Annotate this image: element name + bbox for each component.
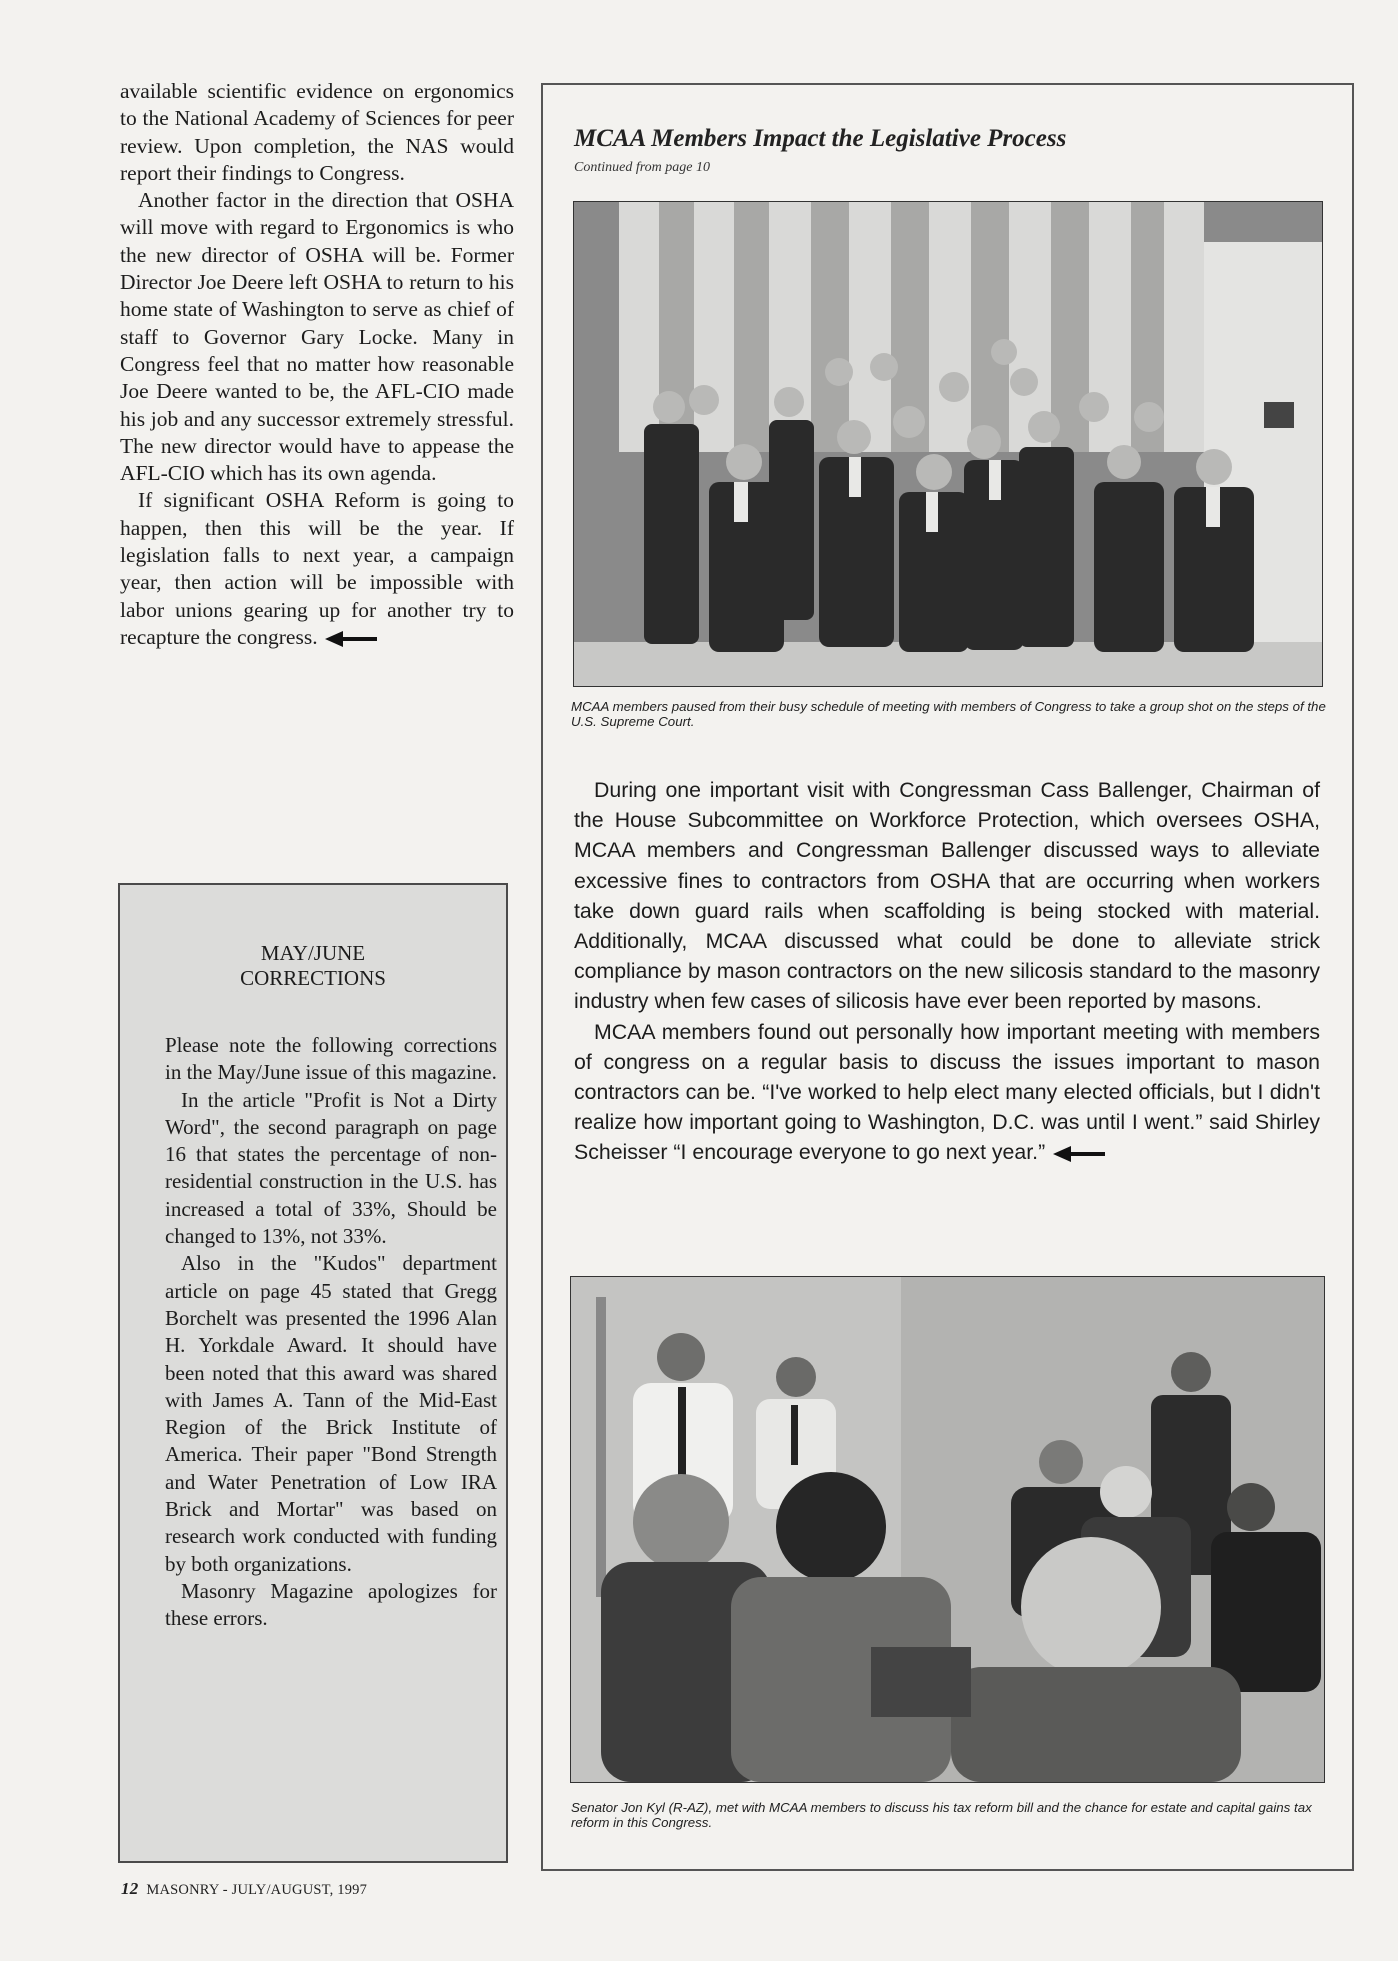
article-panel [541,83,1354,1871]
left-paragraph-3 [120,487,514,651]
corrections-title [120,941,506,991]
corrections-box [118,883,508,1863]
photo1-caption: MCAA members paused from their busy schedule of meeting with members of Congress to take a group shot on the steps of the U.S. Supreme Court. [571,699,1326,729]
article-paragraph-2 [574,1017,1320,1168]
photo2-caption: Senator Jon Kyl (R-AZ), met with MCAA members to discuss his tax reform bill and the chance for estate and capital gains tax reform in this Congress. [571,1800,1312,1830]
page-number: 12 [121,1879,139,1898]
continued-note: Continued from page 10 [574,160,710,175]
corrections-paragraph-2: In the article "Profit is Not a Dirty Word", the second paragraph on page 16 that states the percentage of non-residential construction in the U.S. has increased a total of 33%, Should be changed to 13%, not 33%. [165,1087,497,1249]
left-paragraph-2: Another factor in the direction that OSHA will move with regard to Ergonomics is who the new director of OSHA will be. Former Director Joe Deere left OSHA to return to his home state of Washington to serve as chief of staff to Governor Gary Locke. Many in Congress feel that no matter how reasonable Joe Deere wanted to be, the AFL-CIO made his job and any successor extremely stressful. The new director would have to appease the AFL-CIO which has its own agenda. [120,188,514,486]
article-body [574,775,1320,1168]
end-of-article-arrow-icon-2 [1051,1144,1107,1164]
article-title: MCAA Members Impact the Legislative Process [574,125,1067,152]
meeting-photo-senator [570,1276,1325,1783]
article-paragraph-2-text: MCAA members found out personally how important meeting with members of congress on a regular basis to discuss the issues important to mason contractors can be. “I've worked to help elect many elected officials, but I didn't realize how important going to Washington, D.C. was until I went.” said Shirley Scheisser “I encourage everyone to go next year.” [574,1019,1320,1165]
article-paragraph-1: During one important visit with Congressman Cass Ballenger, Chairman of the House Subcommittee on Workforce Protection, which oversees OSHA, MCAA members and Congressman Ballenger discussed ways to alleviate excessive fines to contractors from OSHA that are occurring when workers take down guard rails when scaffolding is being stocked with material. Additionally, MCAA discussed what could be done to alleviate strick compliance by mason contractors on the new silicosis standard to the masonry industry when few cases of silicosis have ever been reported by masons. [574,778,1320,1014]
corrections-body [165,1032,497,1633]
left-paragraph-3-text: If significant OSHA Reform is going to happen, then this will be the year. If legislation falls to next year, a campaign year, then action will be impossible with labor unions gearing up for another try to recapture the congress. [120,488,514,649]
left-column [120,78,514,651]
corrections-title-line2: CORRECTIONS [240,966,386,990]
end-of-article-arrow-icon [323,629,379,649]
page-footer [121,1879,367,1899]
footer-text: MASONRY - JULY/AUGUST, 1997 [146,1882,368,1898]
corrections-paragraph-4: Masonry Magazine apologizes for these errors. [165,1578,497,1631]
group-photo-supreme-court [573,201,1323,687]
corrections-paragraph-3: Also in the "Kudos" department article on page 45 stated that Gregg Borchelt was presented the 1996 Alan H. Yorkdale Award. It should have been noted that this award was shared with James A. Tann of the Mid-East Region of the Brick Institute of America. Their paper "Bond Strength and Water Penetration of Low IRA Brick and Mortar" was based on research work conducted with funding by both organizations. [165,1251,497,1576]
left-paragraph-1: available scientific evidence on ergonomics to the National Academy of Sciences for peer review. Upon completion, the NAS would report their findings to Congress. [120,79,514,185]
corrections-paragraph-1: Please note the following corrections in the May/June issue of this magazine. [165,1033,497,1085]
corrections-title-line1: MAY/JUNE [260,941,366,965]
